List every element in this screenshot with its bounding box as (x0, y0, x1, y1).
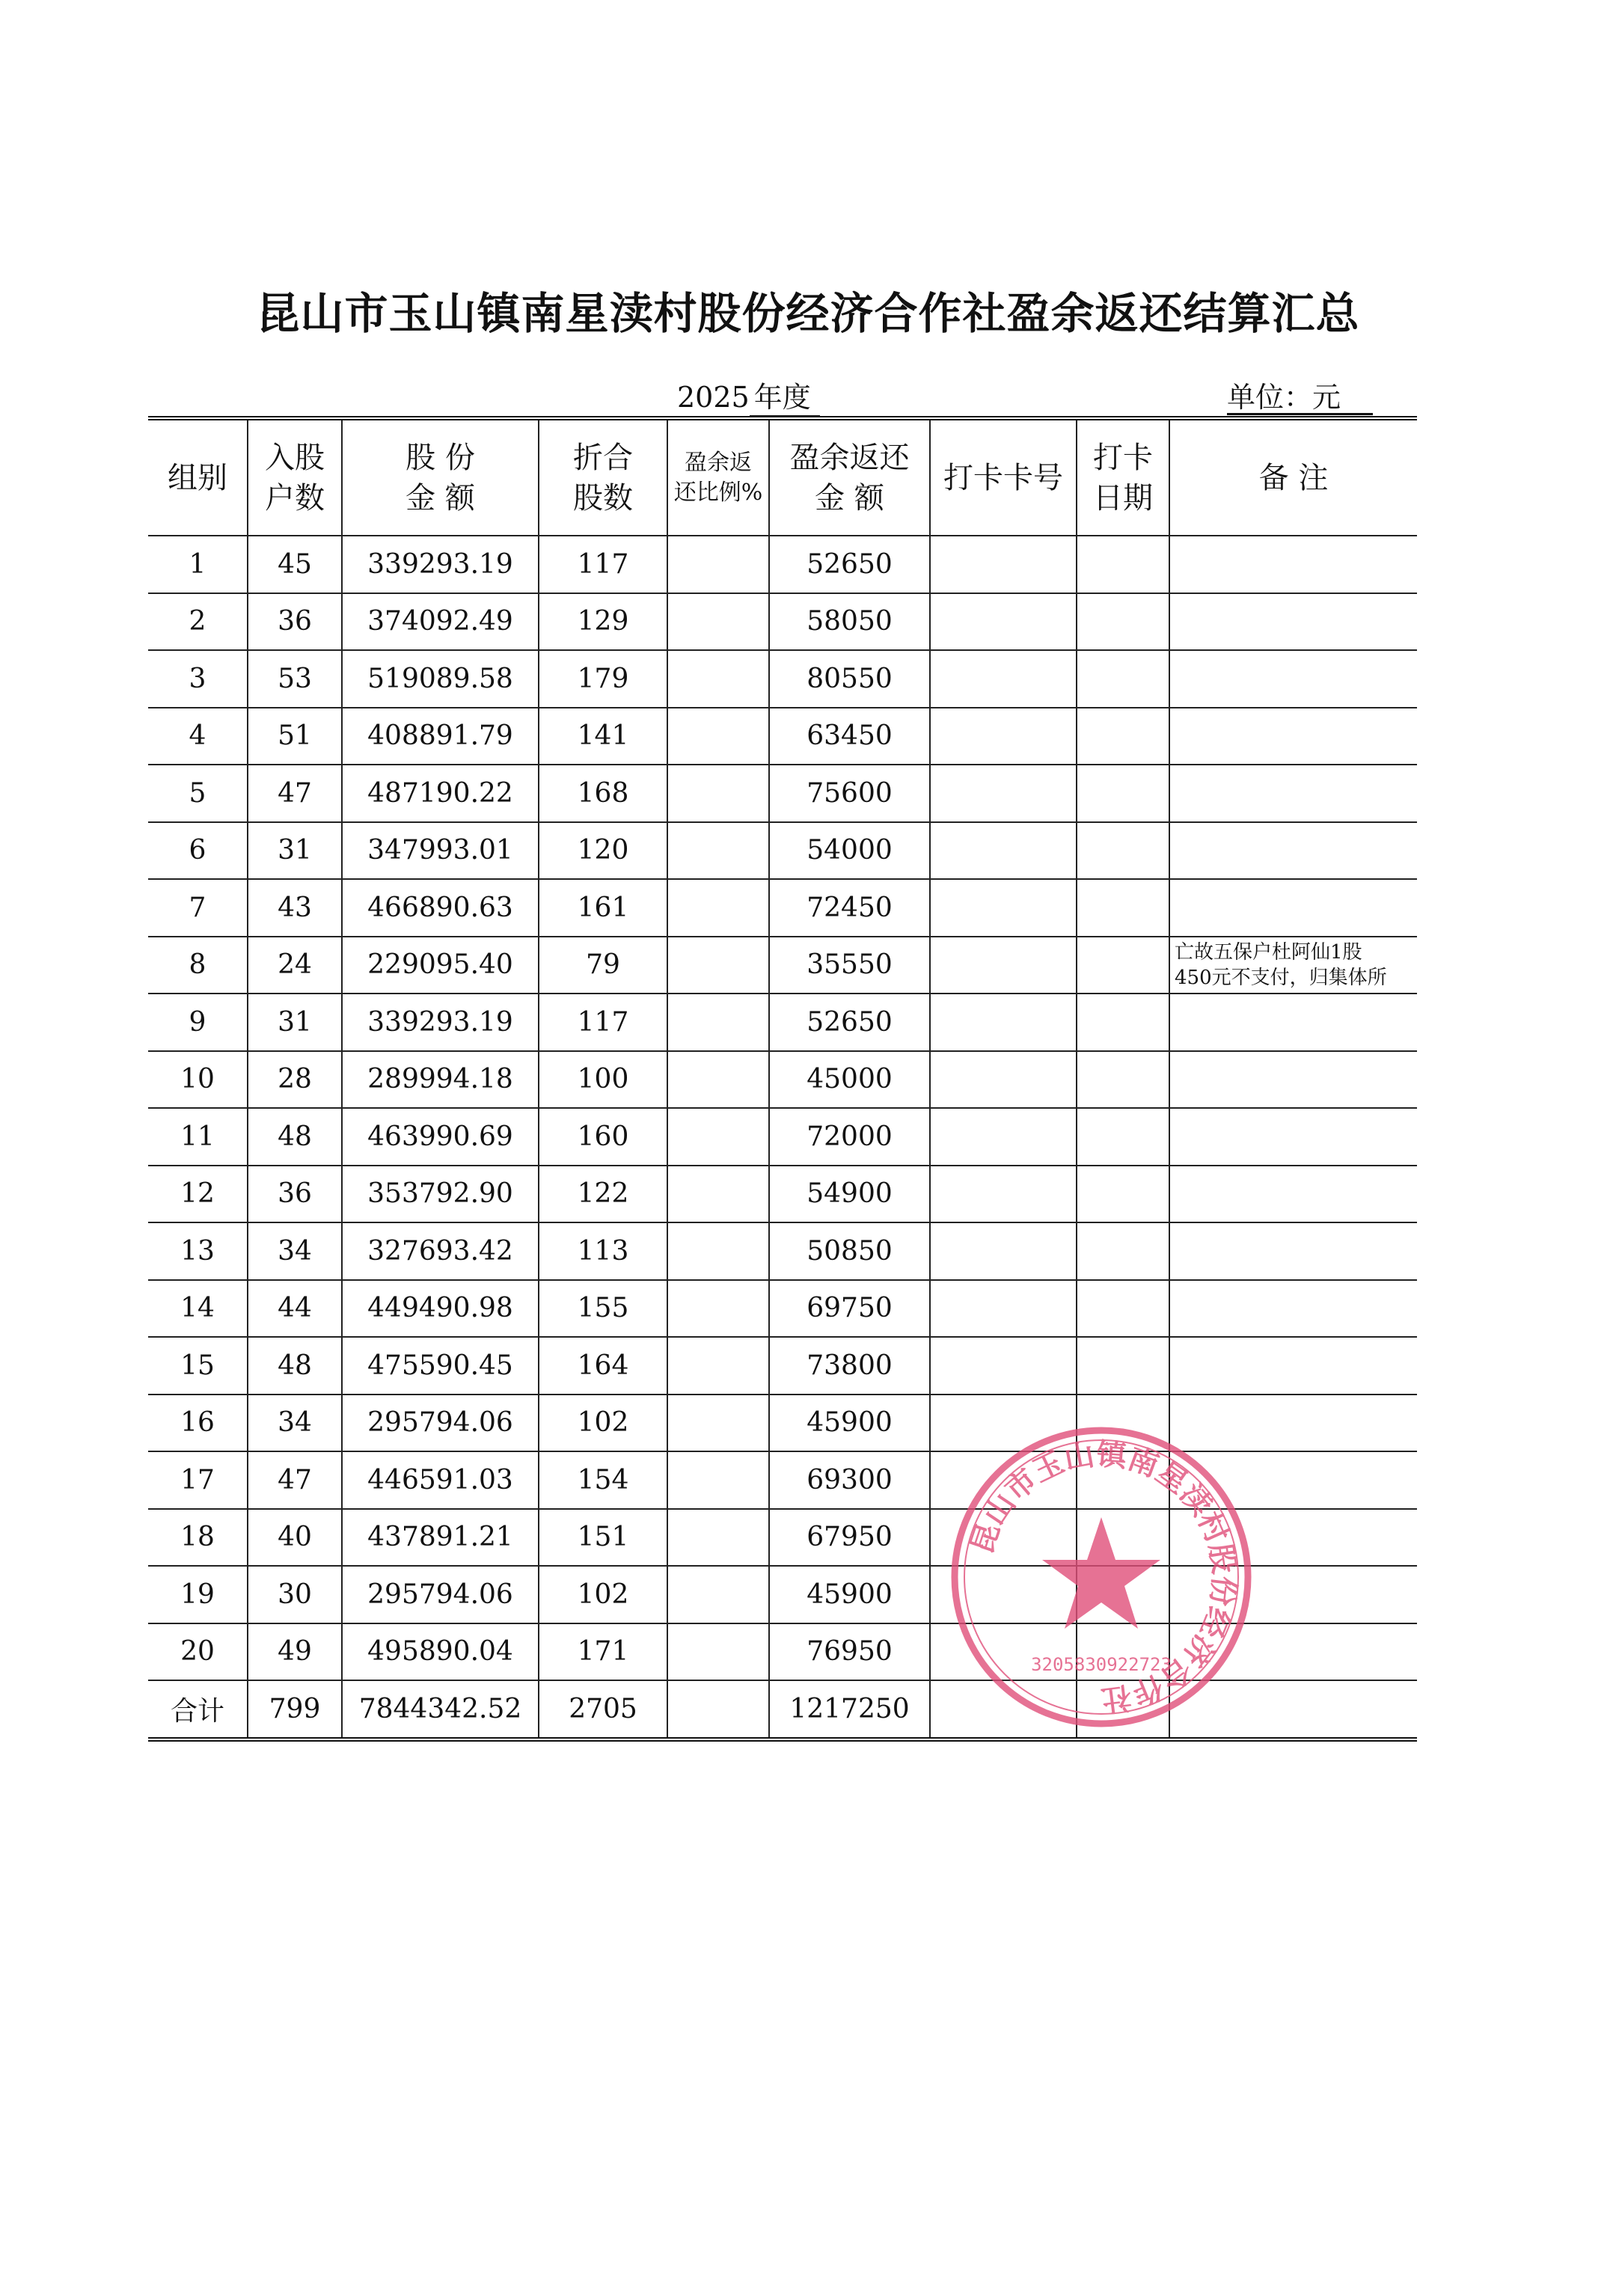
group-cell: 14 (148, 1280, 248, 1338)
remark-cell (1169, 593, 1417, 651)
share-amount-cell: 347993.01 (342, 822, 539, 880)
table-row (148, 1337, 1417, 1395)
remark-cell (1169, 708, 1417, 765)
card-no-cell (930, 1337, 1077, 1395)
share-amount-cell: 339293.19 (342, 994, 539, 1051)
card-no-cell (930, 1222, 1077, 1280)
share-amount-cell: 408891.79 (342, 708, 539, 765)
shares-cell: 151 (539, 1509, 667, 1567)
shares-cell: 171 (539, 1623, 667, 1681)
card-date-cell (1077, 536, 1169, 593)
group-cell: 15 (148, 1337, 248, 1395)
group-cell: 8 (148, 937, 248, 994)
share-amount-cell: 229095.40 (342, 937, 539, 994)
households-cell: 44 (248, 1280, 342, 1338)
remark-cell (1169, 650, 1417, 708)
remark-cell (1169, 1108, 1417, 1166)
ratio-cell (667, 708, 769, 765)
share-amount-cell: 519089.58 (342, 650, 539, 708)
card-date-cell (1077, 1222, 1169, 1280)
ratio-cell (667, 593, 769, 651)
households-cell: 36 (248, 1166, 342, 1223)
card-no-cell (930, 1280, 1077, 1338)
households-cell: 34 (248, 1222, 342, 1280)
shares-cell: 161 (539, 879, 667, 937)
group-cell: 4 (148, 708, 248, 765)
table-row (148, 593, 1417, 651)
share-amount-cell: 463990.69 (342, 1108, 539, 1166)
return-amount-cell: 67950 (769, 1509, 930, 1567)
group-cell: 1 (148, 536, 248, 593)
ratio-cell (667, 1451, 769, 1509)
ratio-cell (667, 1680, 769, 1739)
header-row (148, 418, 1417, 536)
header-return-ratio: 盈余返 还比例% (667, 418, 769, 536)
remark-cell (1169, 1051, 1417, 1109)
share-amount-cell: 327693.42 (342, 1222, 539, 1280)
header-return-amount: 盈余返还 金 额 (769, 418, 930, 536)
households-cell: 45 (248, 536, 342, 593)
remark-cell (1169, 765, 1417, 822)
year-label: 年度 (750, 374, 820, 417)
remark-cell (1169, 1166, 1417, 1223)
group-cell: 2 (148, 593, 248, 651)
document-title: 昆山市玉山镇南星渎村股份经济合作社盈余返还结算汇总 (256, 288, 1360, 339)
card-no-cell (930, 593, 1077, 651)
seal-text: 昆山市玉山镇南星渎村股份经济合作社 (964, 1436, 1242, 1718)
card-date-cell (1077, 593, 1169, 651)
shares-cell: 117 (539, 536, 667, 593)
table-row (148, 1166, 1417, 1223)
return-amount-cell: 54000 (769, 822, 930, 880)
card-no-cell (930, 1166, 1077, 1223)
card-no-cell (930, 1051, 1077, 1109)
table-row (148, 708, 1417, 765)
return-amount-cell: 76950 (769, 1623, 930, 1681)
card-date-cell (1077, 994, 1169, 1051)
share-amount-cell: 449490.98 (342, 1280, 539, 1338)
shares-cell: 117 (539, 994, 667, 1051)
card-no-cell (930, 650, 1077, 708)
remark-cell (1169, 1280, 1417, 1338)
ratio-cell (667, 879, 769, 937)
year-value: 2025 (677, 381, 750, 414)
return-amount-cell: 75600 (769, 765, 930, 822)
return-amount-cell: 69300 (769, 1451, 930, 1509)
return-amount-cell: 58050 (769, 593, 930, 651)
card-no-cell (930, 1108, 1077, 1166)
card-date-cell (1077, 1108, 1169, 1166)
unit-underline (1227, 413, 1373, 415)
ratio-cell (667, 1051, 769, 1109)
shares-cell: 79 (539, 937, 667, 994)
group-cell: 16 (148, 1395, 248, 1452)
households-cell: 53 (248, 650, 342, 708)
header-card-date: 打卡 日期 (1077, 418, 1169, 536)
return-amount-cell: 45900 (769, 1566, 930, 1623)
households-cell: 799 (248, 1680, 342, 1739)
return-amount-cell: 54900 (769, 1166, 930, 1223)
ratio-cell (667, 650, 769, 708)
header-households: 入股 户数 (248, 418, 342, 536)
return-amount-cell: 1217250 (769, 1680, 930, 1739)
households-cell: 28 (248, 1051, 342, 1109)
header-card-no: 打卡卡号 (930, 418, 1077, 536)
group-cell: 19 (148, 1566, 248, 1623)
shares-cell: 2705 (539, 1680, 667, 1739)
shares-cell: 154 (539, 1451, 667, 1509)
remark-cell: 亡故五保户杜阿仙1股 450元不支付，归集体所 (1169, 937, 1417, 994)
card-date-cell (1077, 822, 1169, 880)
return-amount-cell: 72000 (769, 1108, 930, 1166)
table-row (148, 994, 1417, 1051)
return-amount-cell: 73800 (769, 1337, 930, 1395)
group-cell: 18 (148, 1509, 248, 1567)
households-cell: 51 (248, 708, 342, 765)
share-amount-cell: 295794.06 (342, 1395, 539, 1452)
households-cell: 43 (248, 879, 342, 937)
households-cell: 47 (248, 1451, 342, 1509)
unit-label: 单位：元 (1227, 381, 1341, 414)
table-row (148, 650, 1417, 708)
return-amount-cell: 45000 (769, 1051, 930, 1109)
remark-cell (1169, 1222, 1417, 1280)
households-cell: 48 (248, 1108, 342, 1166)
remark-cell (1169, 1337, 1417, 1395)
remark-cell (1169, 994, 1417, 1051)
group-cell: 17 (148, 1451, 248, 1509)
card-date-cell (1077, 650, 1169, 708)
return-amount-cell: 72450 (769, 879, 930, 937)
shares-cell: 160 (539, 1108, 667, 1166)
table-row (148, 879, 1417, 937)
card-date-cell (1077, 1051, 1169, 1109)
shares-cell: 122 (539, 1166, 667, 1223)
households-cell: 36 (248, 593, 342, 651)
households-cell: 30 (248, 1566, 342, 1623)
ratio-cell (667, 1166, 769, 1223)
households-cell: 31 (248, 994, 342, 1051)
card-date-cell (1077, 879, 1169, 937)
ratio-cell (667, 1108, 769, 1166)
households-cell: 31 (248, 822, 342, 880)
card-no-cell (930, 879, 1077, 937)
card-date-cell (1077, 1280, 1169, 1338)
header-converted-shares: 折合 股数 (539, 418, 667, 536)
header-remark: 备 注 (1169, 418, 1417, 536)
households-cell: 49 (248, 1623, 342, 1681)
return-amount-cell: 52650 (769, 994, 930, 1051)
shares-cell: 141 (539, 708, 667, 765)
header-share-amount: 股 份 金 额 (342, 418, 539, 536)
table-row (148, 536, 1417, 593)
return-amount-cell: 63450 (769, 708, 930, 765)
remark-cell (1169, 822, 1417, 880)
households-cell: 47 (248, 765, 342, 822)
header-group: 组别 (148, 418, 248, 536)
ratio-cell (667, 1337, 769, 1395)
shares-cell: 164 (539, 1337, 667, 1395)
share-amount-cell: 353792.90 (342, 1166, 539, 1223)
group-cell: 10 (148, 1051, 248, 1109)
return-amount-cell: 45900 (769, 1395, 930, 1452)
return-amount-cell: 35550 (769, 937, 930, 994)
group-cell: 11 (148, 1108, 248, 1166)
return-amount-cell: 50850 (769, 1222, 930, 1280)
table-row (148, 937, 1417, 994)
ratio-cell (667, 765, 769, 822)
card-no-cell (930, 536, 1077, 593)
share-amount-cell: 339293.19 (342, 536, 539, 593)
share-amount-cell: 495890.04 (342, 1623, 539, 1681)
ratio-cell (667, 1509, 769, 1567)
return-amount-cell: 80550 (769, 650, 930, 708)
ratio-cell (667, 1222, 769, 1280)
share-amount-cell: 466890.63 (342, 879, 539, 937)
card-date-cell (1077, 708, 1169, 765)
shares-cell: 100 (539, 1051, 667, 1109)
card-no-cell (930, 822, 1077, 880)
group-cell: 合计 (148, 1680, 248, 1739)
table-row (148, 1222, 1417, 1280)
card-date-cell (1077, 765, 1169, 822)
shares-cell: 102 (539, 1395, 667, 1452)
card-no-cell (930, 765, 1077, 822)
shares-cell: 120 (539, 822, 667, 880)
return-amount-cell: 52650 (769, 536, 930, 593)
ratio-cell (667, 1623, 769, 1681)
households-cell: 40 (248, 1509, 342, 1567)
households-cell: 48 (248, 1337, 342, 1395)
card-no-cell (930, 937, 1077, 994)
ratio-cell (667, 994, 769, 1051)
table-row (148, 1108, 1417, 1166)
group-cell: 6 (148, 822, 248, 880)
remark-cell (1169, 536, 1417, 593)
official-seal (944, 1420, 1258, 1734)
table-row (148, 765, 1417, 822)
group-cell: 12 (148, 1166, 248, 1223)
return-amount-cell: 69750 (769, 1280, 930, 1338)
share-amount-cell: 487190.22 (342, 765, 539, 822)
card-no-cell (930, 994, 1077, 1051)
shares-cell: 113 (539, 1222, 667, 1280)
group-cell: 7 (148, 879, 248, 937)
year-line (677, 374, 820, 417)
card-no-cell (930, 708, 1077, 765)
group-cell: 20 (148, 1623, 248, 1681)
shares-cell: 129 (539, 593, 667, 651)
share-amount-cell: 295794.06 (342, 1566, 539, 1623)
households-cell: 34 (248, 1395, 342, 1452)
households-cell: 24 (248, 937, 342, 994)
share-amount-cell: 374092.49 (342, 593, 539, 651)
group-cell: 13 (148, 1222, 248, 1280)
card-date-cell (1077, 937, 1169, 994)
group-cell: 5 (148, 765, 248, 822)
shares-cell: 155 (539, 1280, 667, 1338)
shares-cell: 102 (539, 1566, 667, 1623)
seal-code: 3205830922723 (1031, 1654, 1172, 1675)
ratio-cell (667, 1280, 769, 1338)
group-cell: 9 (148, 994, 248, 1051)
ratio-cell (667, 536, 769, 593)
group-cell: 3 (148, 650, 248, 708)
shares-cell: 179 (539, 650, 667, 708)
remark-cell (1169, 879, 1417, 937)
table-row (148, 1051, 1417, 1109)
table-row (148, 1280, 1417, 1338)
card-date-cell (1077, 1166, 1169, 1223)
share-amount-cell: 446591.03 (342, 1451, 539, 1509)
share-amount-cell: 475590.45 (342, 1337, 539, 1395)
shares-cell: 168 (539, 765, 667, 822)
share-amount-cell: 7844342.52 (342, 1680, 539, 1739)
ratio-cell (667, 1395, 769, 1452)
ratio-cell (667, 937, 769, 994)
ratio-cell (667, 822, 769, 880)
card-date-cell (1077, 1337, 1169, 1395)
share-amount-cell: 437891.21 (342, 1509, 539, 1567)
share-amount-cell: 289994.18 (342, 1051, 539, 1109)
table-row (148, 822, 1417, 880)
ratio-cell (667, 1566, 769, 1623)
